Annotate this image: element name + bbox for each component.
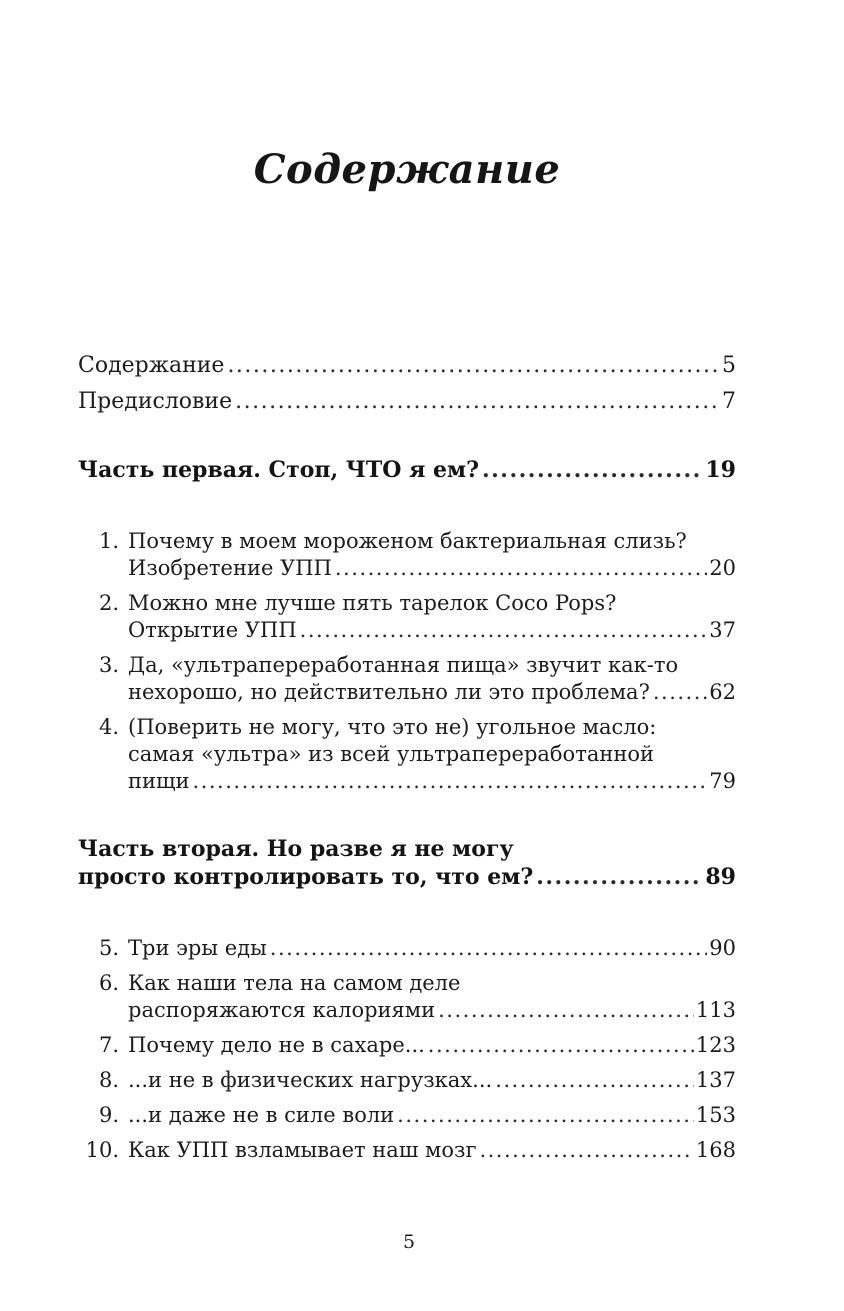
footer-page-number: 5 xyxy=(402,1231,416,1253)
toc-entry-part xyxy=(78,835,736,891)
toc-page-number: 113 xyxy=(695,998,736,1022)
toc-entry-text: просто контролировать то, что ем? xyxy=(78,864,534,890)
toc-entry-line xyxy=(128,1137,736,1164)
toc-entry-text: ...и не в физических нагрузках... xyxy=(128,1068,493,1092)
toc-entry-text: Можно мне лучше пять тарелок Coco Pops? xyxy=(128,591,617,615)
toc-entry-text: распоряжаются калориями xyxy=(128,998,436,1022)
toc-entry-text: ...и даже не в силе воли xyxy=(128,1103,395,1127)
toc-entry-text: Изобретение УПП xyxy=(128,556,332,580)
toc-entry-top xyxy=(78,352,736,380)
toc-entry-number: 2. xyxy=(98,591,119,615)
toc-entry-body xyxy=(128,935,736,962)
toc-entry-line xyxy=(128,590,736,617)
dot-leader xyxy=(438,997,694,1024)
toc-entry-text: Предисловие xyxy=(78,389,233,414)
toc-entry-text: Да, «ультрапереработанная пища» звучит как-то xyxy=(128,653,679,677)
toc-page-number: 7 xyxy=(722,389,736,414)
toc-page-number: 20 xyxy=(709,556,736,580)
dot-leader xyxy=(536,863,703,891)
dot-leader xyxy=(653,679,707,706)
dot-leader xyxy=(300,617,708,644)
dot-leader xyxy=(479,1137,693,1164)
page-title: Содержание xyxy=(253,146,561,193)
toc-entry-body xyxy=(128,590,736,644)
dot-leader xyxy=(270,935,707,962)
toc-entry-line xyxy=(128,970,736,997)
dot-leader xyxy=(482,456,703,484)
toc-entry-text: (Поверить не могу, что это не) угольное масло: xyxy=(128,715,657,739)
toc-entry-line xyxy=(78,388,736,416)
dot-leader xyxy=(227,352,720,380)
toc-entry-body xyxy=(128,1032,736,1059)
toc-entry-line xyxy=(128,1067,736,1094)
toc-page-number: 19 xyxy=(705,457,736,483)
toc-entry-chapter xyxy=(78,1067,736,1094)
dot-leader xyxy=(335,555,707,582)
page-content xyxy=(0,146,844,1164)
toc-entry-number: 3. xyxy=(98,653,119,677)
toc-entry-number: 10. xyxy=(85,1138,119,1162)
toc-page-number: 123 xyxy=(695,1033,736,1057)
toc-entry-body xyxy=(128,528,736,582)
toc-entry-line xyxy=(128,679,736,706)
toc-entry-text: Три эры еды xyxy=(128,936,267,960)
toc-entry-line xyxy=(128,741,736,768)
toc-entry-number: 5. xyxy=(98,936,119,960)
toc-entry-number: 8. xyxy=(98,1068,119,1092)
dot-leader xyxy=(495,1067,694,1094)
toc-entry-body xyxy=(128,1067,736,1094)
toc-entry-chapter xyxy=(78,1032,736,1059)
toc-entry-line xyxy=(128,1102,736,1129)
toc-entry-body xyxy=(78,352,736,380)
toc-page-number: 168 xyxy=(695,1138,736,1162)
toc-entry-text: Почему дело не в сахаре... xyxy=(128,1033,425,1057)
toc-entry-number: 7. xyxy=(98,1033,119,1057)
toc-entry-body xyxy=(78,388,736,416)
toc-entry-line xyxy=(78,863,736,891)
toc-entry-body xyxy=(128,1137,736,1164)
toc-entry-line xyxy=(128,714,736,741)
dot-leader xyxy=(397,1102,694,1129)
toc-entry-number: 9. xyxy=(98,1103,119,1127)
toc-entry-text: Как наши тела на самом деле xyxy=(128,971,461,995)
toc-entry-chapter xyxy=(78,652,736,706)
toc-entry-body xyxy=(128,714,736,795)
toc-entry-part xyxy=(78,456,736,484)
toc-entry-chapter xyxy=(78,970,736,1024)
toc-entry-text: самая «ультра» из всей ультрапереработанной xyxy=(128,742,654,766)
toc-entry-text: Содержание xyxy=(78,353,225,378)
toc-page-number: 5 xyxy=(722,353,736,378)
toc-entry-line xyxy=(128,652,736,679)
toc-page-number: 62 xyxy=(709,680,736,704)
toc-entry-text: Как УПП взламывает наш мозг xyxy=(128,1138,477,1162)
dot-leader xyxy=(235,388,720,416)
toc-list xyxy=(78,352,736,1164)
toc-entry-top xyxy=(78,388,736,416)
toc-entry-number: 4. xyxy=(98,715,119,739)
toc-entry-line xyxy=(128,555,736,582)
toc-entry-number: 1. xyxy=(98,529,119,553)
toc-entry-chapter xyxy=(78,1137,736,1164)
toc-entry-number: 6. xyxy=(98,971,119,995)
toc-entry-line xyxy=(78,456,736,484)
toc-page-number: 137 xyxy=(695,1068,736,1092)
toc-entry-text: Часть первая. Стоп, ЧТО я ем? xyxy=(78,457,479,483)
toc-entry-text: Часть вторая. Но разве я не могу xyxy=(78,836,514,862)
toc-entry-line xyxy=(128,935,736,962)
toc-entry-text: пищи xyxy=(128,769,190,793)
toc-entry-text: нехорошо, но действительно ли это проблема? xyxy=(128,680,650,704)
toc-entry-body xyxy=(128,1102,736,1129)
toc-page-number: 79 xyxy=(709,769,736,793)
toc-entry-text: Почему в моем мороженом бактериальная слизь? xyxy=(128,529,687,553)
toc-entry-body xyxy=(78,835,736,891)
toc-entry-line xyxy=(78,835,736,863)
toc-page-number: 37 xyxy=(709,618,736,642)
dot-leader xyxy=(193,768,708,795)
toc-entry-chapter xyxy=(78,590,736,644)
toc-entry-line xyxy=(128,528,736,555)
dot-leader xyxy=(428,1032,694,1059)
toc-page-number: 90 xyxy=(709,936,736,960)
toc-entry-chapter xyxy=(78,714,736,795)
toc-page-number: 89 xyxy=(705,864,736,890)
toc-entry-body xyxy=(128,652,736,706)
toc-entry-chapter xyxy=(78,1102,736,1129)
toc-entry-line xyxy=(78,352,736,380)
toc-page-number: 153 xyxy=(695,1103,736,1127)
toc-entry-body xyxy=(78,456,736,484)
toc-entry-text: Открытие УПП xyxy=(128,618,297,642)
toc-entry-body xyxy=(128,970,736,1024)
toc-entry-line xyxy=(128,768,736,795)
toc-entry-chapter xyxy=(78,528,736,582)
toc-entry-line xyxy=(128,997,736,1024)
toc-entry-line xyxy=(128,1032,736,1059)
toc-entry-chapter xyxy=(78,935,736,962)
toc-entry-line xyxy=(128,617,736,644)
